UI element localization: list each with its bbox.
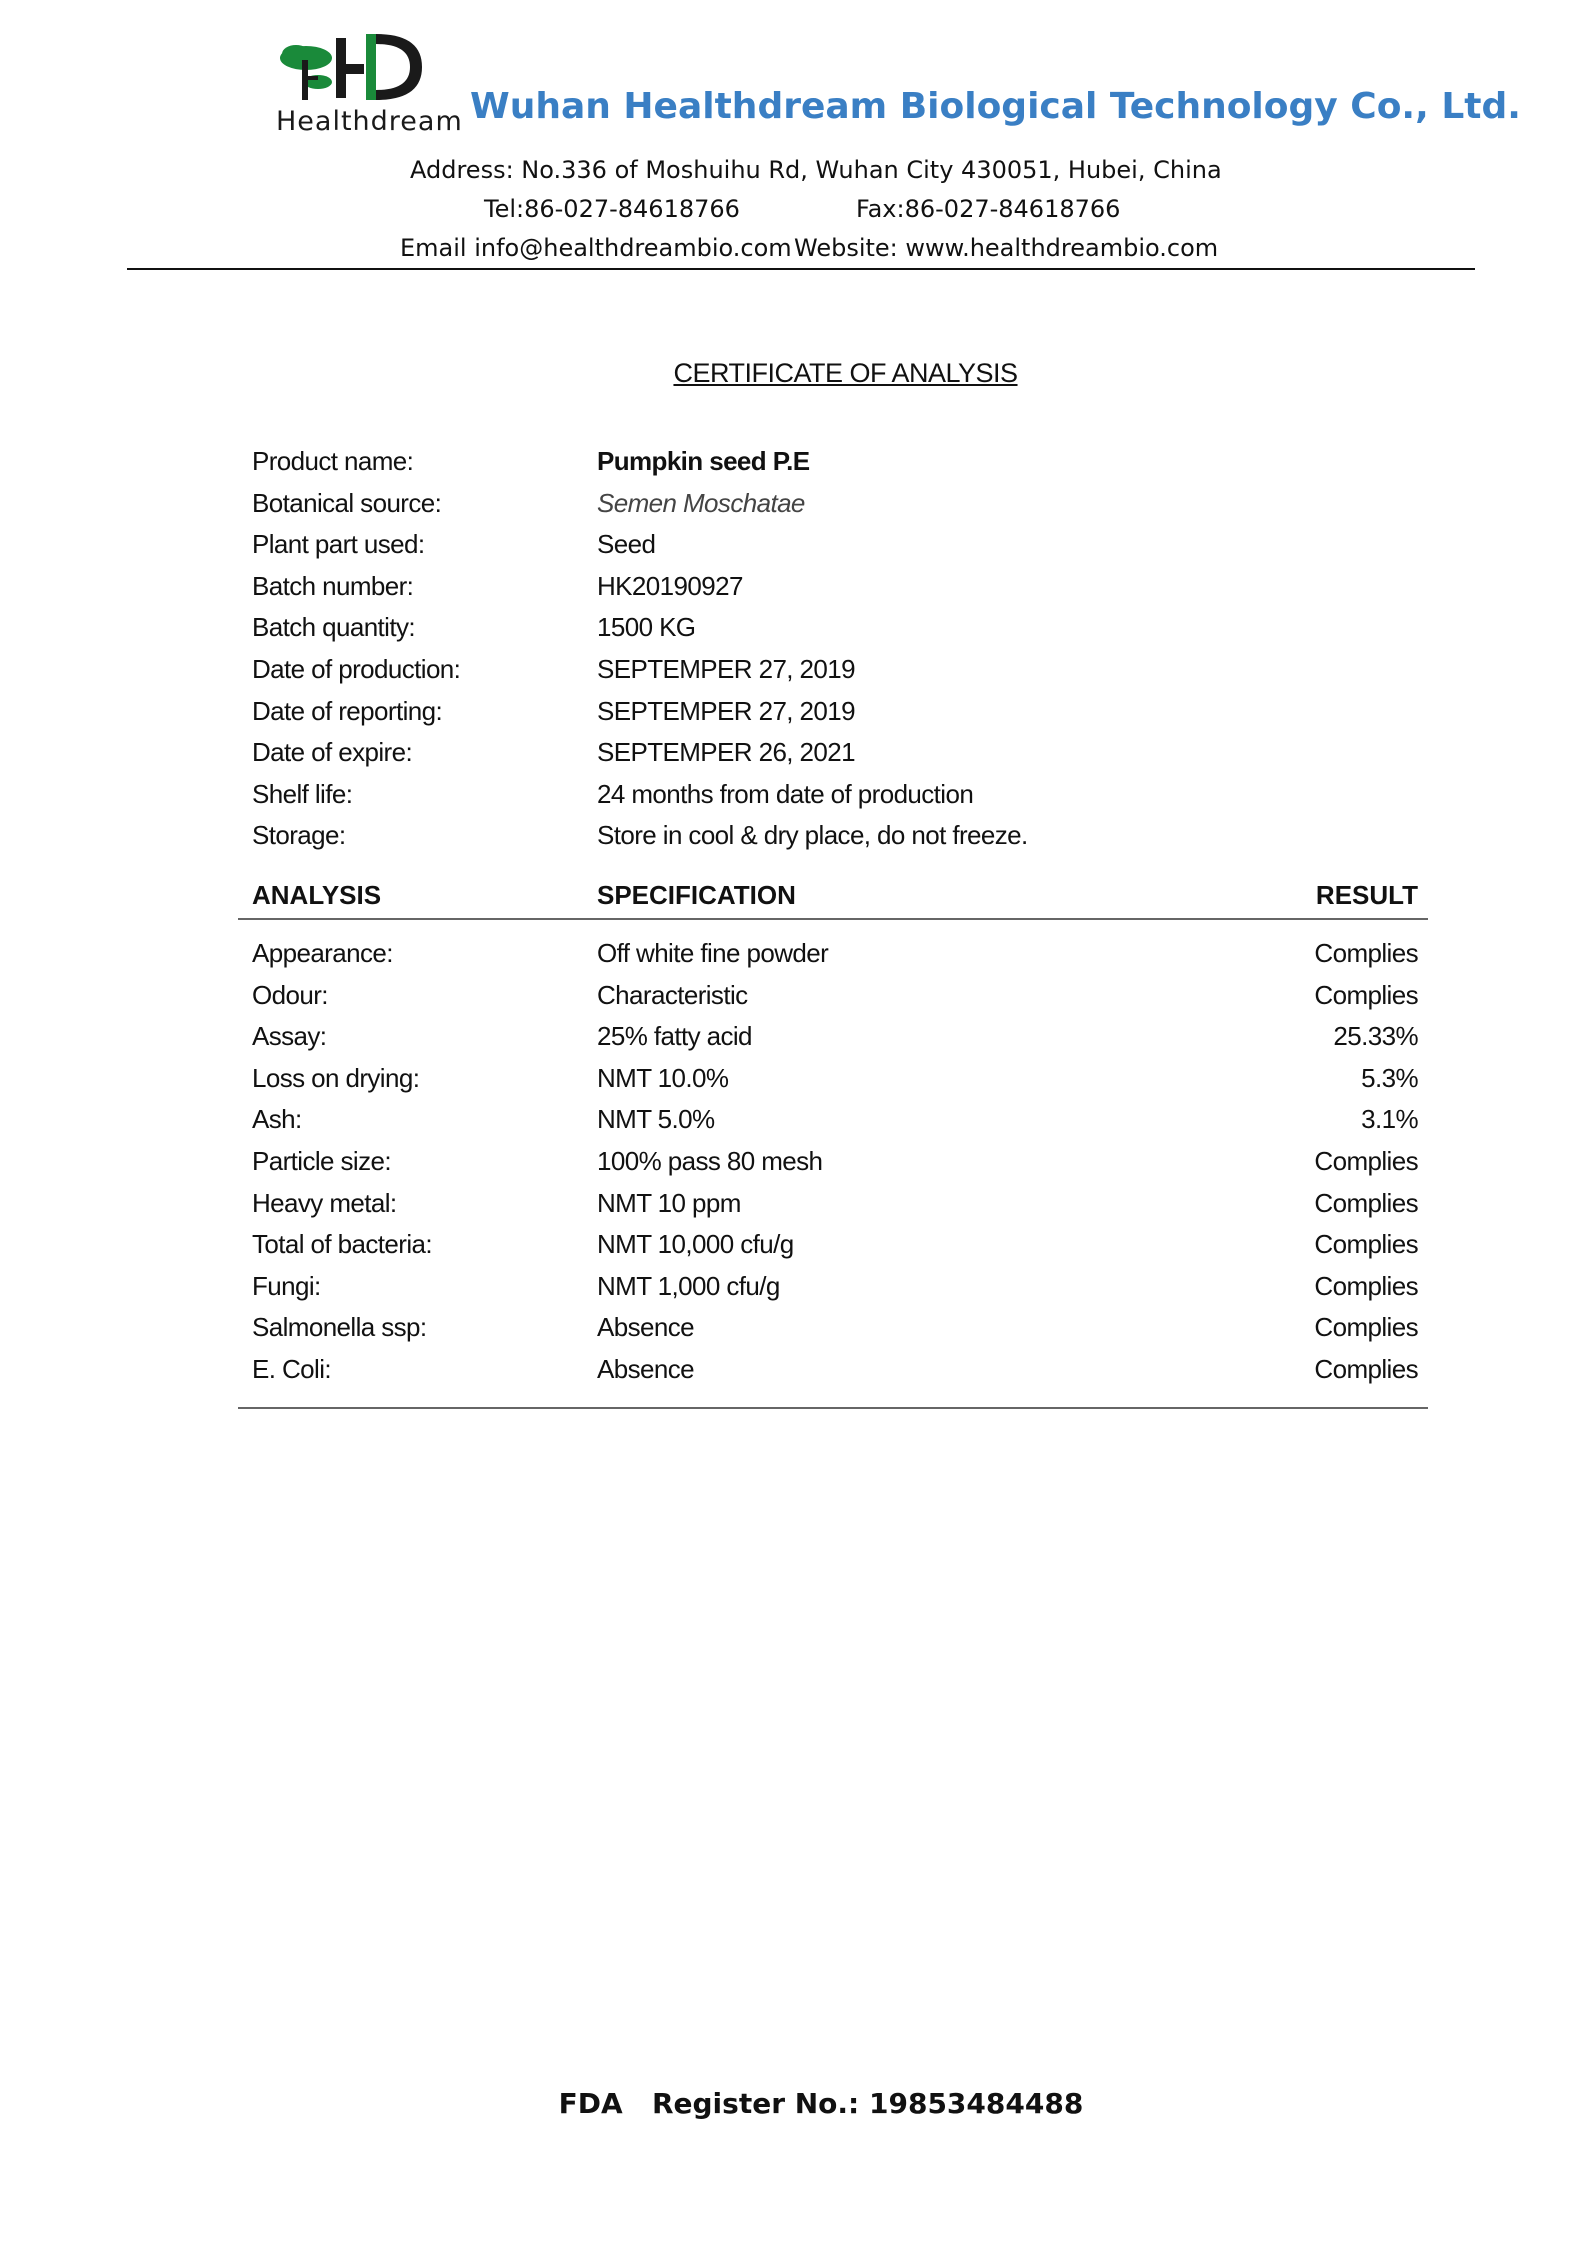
cell-result: Complies (1314, 1270, 1418, 1301)
header-specification: SPECIFICATION (597, 880, 796, 910)
company-fax: Fax:86-027-84618766 (856, 195, 1121, 223)
company-address: Address: No.336 of Moshuihu Rd, Wuhan City 430051, Hubei, China (410, 156, 1222, 184)
company-email: Email info@healthdreambio.com (400, 234, 792, 262)
header-result: RESULT (1315, 880, 1418, 910)
header-divider (127, 268, 1475, 270)
info-label: Batch number: (252, 570, 414, 601)
cell-specification: NMT 10,000 cfu/g (597, 1229, 794, 1260)
cell-analysis: Total of bacteria: (252, 1229, 432, 1260)
info-label: Plant part used: (252, 529, 425, 560)
table-row (252, 1104, 1418, 1146)
info-label: Batch quantity: (252, 612, 415, 643)
info-value: Seed (597, 529, 656, 560)
footer (0, 2054, 1587, 2153)
cell-specification: Off white fine powder (597, 938, 829, 968)
table-row (252, 1188, 1418, 1230)
document-title: CERTIFICATE OF ANALYSIS (673, 358, 1018, 388)
company-tel: Tel:86-027-84618766 (484, 195, 740, 223)
table-header-divider (238, 918, 1428, 920)
document-title-wrap (0, 358, 1587, 389)
info-label: Date of production: (252, 653, 461, 684)
info-label: Botanical source: (252, 487, 442, 518)
info-label: Date of reporting: (252, 695, 443, 726)
analysis-table-body (252, 938, 1418, 1396)
cell-specification: NMT 10.0% (597, 1062, 729, 1093)
cell-analysis: Assay: (252, 1021, 327, 1052)
table-row (252, 1354, 1418, 1396)
cell-result: Complies (1314, 1187, 1418, 1218)
info-value-botanical-source: Semen Moschatae (597, 487, 805, 518)
cell-result: Complies (1314, 1229, 1418, 1260)
table-row (252, 1229, 1418, 1271)
cell-specification: 25% fatty acid (597, 1021, 752, 1052)
cell-result: 25.33% (1333, 1021, 1418, 1052)
cell-result: Complies (1314, 938, 1418, 968)
info-value: Store in cool & dry place, do not freeze. (597, 820, 1028, 851)
cell-specification: NMT 10 ppm (597, 1187, 741, 1218)
info-value: SEPTEMPER 26, 2021 (597, 737, 855, 768)
cell-analysis: Salmonella ssp: (252, 1312, 427, 1343)
logo-wordmark: Healthdream (276, 106, 463, 137)
cell-result: Complies (1314, 1312, 1418, 1343)
info-label: Date of expire: (252, 737, 413, 768)
company-logo (272, 30, 463, 140)
cell-analysis: Fungi: (252, 1270, 321, 1301)
cell-analysis: E. Coli: (252, 1353, 332, 1384)
table-row (252, 1312, 1418, 1354)
info-label: Product name: (252, 446, 414, 476)
info-value: 1500 KG (597, 612, 696, 643)
cell-result: 5.3% (1361, 1062, 1418, 1093)
cell-analysis: Ash: (252, 1104, 302, 1135)
table-row (252, 1021, 1418, 1063)
cell-specification: Characteristic (597, 979, 748, 1010)
info-value-product-name: Pumpkin seed P.E (597, 446, 810, 476)
info-value: HK20190927 (597, 570, 743, 601)
cell-result: Complies (1314, 979, 1418, 1010)
cell-analysis: Odour: (252, 979, 328, 1010)
table-row (252, 938, 1418, 980)
company-website: Website: www.healthdreambio.com (794, 234, 1219, 262)
table-row (252, 980, 1418, 1022)
cell-specification: NMT 1,000 cfu/g (597, 1270, 780, 1301)
cell-analysis: Loss on drying: (252, 1062, 420, 1093)
table-row (252, 1271, 1418, 1313)
info-label: Storage: (252, 820, 346, 851)
info-value: 24 months from date of production (597, 778, 974, 809)
cell-specification: Absence (597, 1353, 694, 1384)
info-label: Shelf life: (252, 778, 353, 809)
cell-specification: NMT 5.0% (597, 1104, 715, 1135)
analysis-table-header (252, 880, 1418, 914)
cell-analysis: Appearance: (252, 938, 393, 968)
cell-analysis: Heavy metal: (252, 1187, 397, 1218)
cell-result: Complies (1314, 1145, 1418, 1176)
info-value: SEPTEMPER 27, 2019 (597, 653, 855, 684)
table-row (252, 1146, 1418, 1188)
table-bottom-divider (238, 1407, 1428, 1409)
tree-hd-logo-icon (272, 30, 442, 110)
cell-result: 3.1% (1361, 1104, 1418, 1135)
header-analysis: ANALYSIS (252, 880, 382, 910)
table-row (252, 1063, 1418, 1105)
cell-result: Complies (1314, 1353, 1418, 1384)
info-value: SEPTEMPER 27, 2019 (597, 695, 855, 726)
company-name: Wuhan Healthdream Biological Technology Co., Ltd. (470, 86, 1521, 127)
fda-register-number: FDA Register No.: 19853484488 (558, 2087, 1084, 2120)
cell-specification: Absence (597, 1312, 694, 1343)
cell-specification: 100% pass 80 mesh (597, 1145, 823, 1176)
cell-analysis: Particle size: (252, 1145, 391, 1176)
